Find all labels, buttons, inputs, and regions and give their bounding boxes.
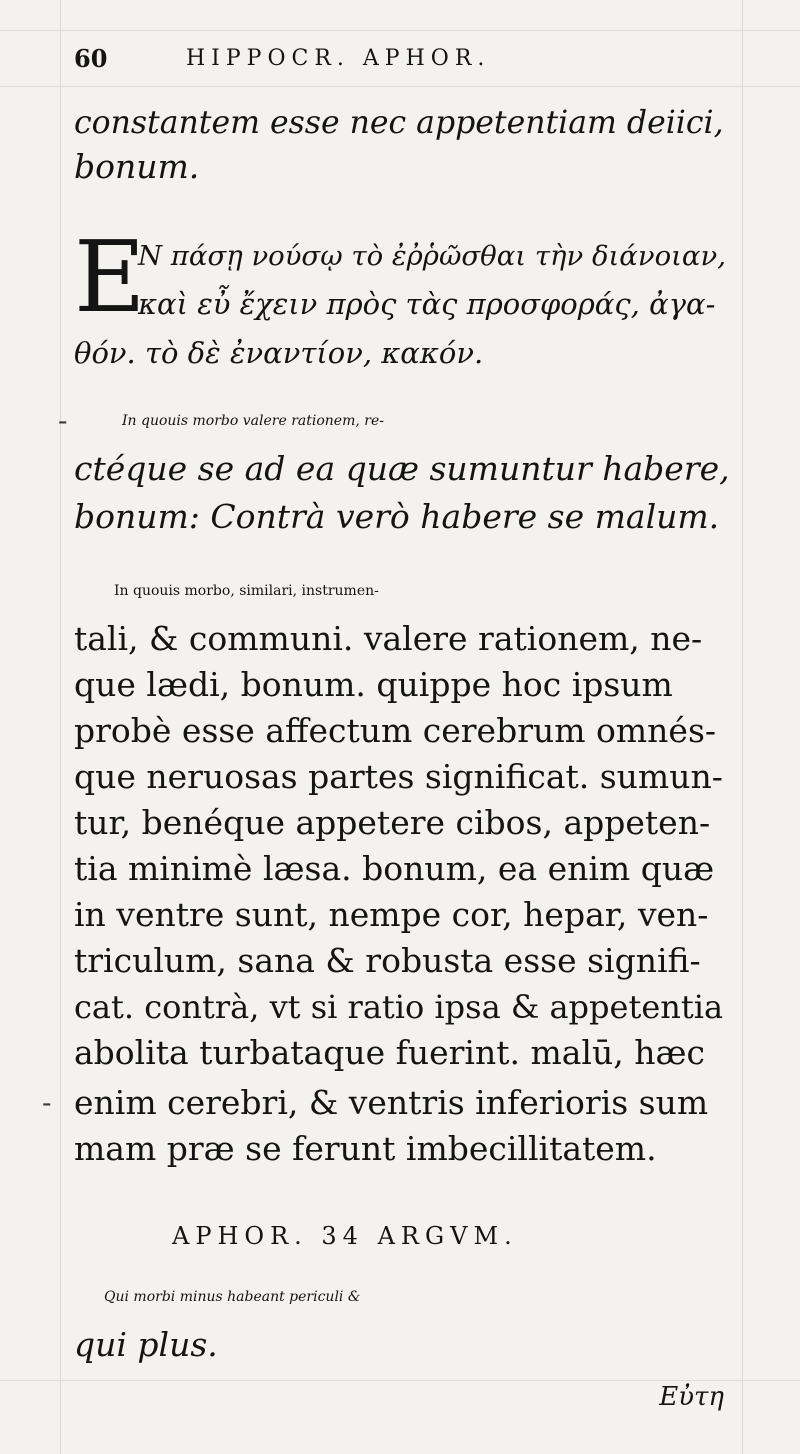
page-number: 60 xyxy=(74,44,108,73)
intro-line: bonum. xyxy=(74,147,200,186)
greek-line: N πάσῃ νούσῳ τὸ ἐῤῥῶσθαι τὴν διάνοιαν, xyxy=(138,240,726,272)
greek-line: θόν. τὸ δὲ ἐναντίον, κακόν. xyxy=(74,336,484,370)
paragraph2-line: tali, & communi. valere rationem, ne- xyxy=(74,619,703,658)
greek-line: καὶ εὖ ἔχειν πρὸς τὰς προσφοράς, ἀγα- xyxy=(138,287,716,321)
scan-rule xyxy=(0,30,800,31)
running-head: HIPPOCR. APHOR. xyxy=(186,46,491,71)
paragraph1-line: In quouis morbo valere rationem, re- xyxy=(122,413,384,429)
scan-rule xyxy=(0,86,800,87)
scan-rule xyxy=(0,1380,800,1381)
paragraph2-line: cat. contrà, vt si ratio ipsa & appetentia xyxy=(74,988,724,1026)
paragraph2-line: In quouis morbo, similari, instrumen- xyxy=(114,583,379,599)
argument-line: qui plus. xyxy=(74,1325,218,1364)
intro-line: constantem esse nec appetentiam deiici, xyxy=(74,105,724,141)
paragraph2-line: que lædi, bonum. quippe hoc ipsum xyxy=(74,665,673,704)
paragraph2-line: enim cerebri, & ventris inferioris sum xyxy=(74,1083,709,1122)
margin-mark: - xyxy=(42,1086,52,1119)
catchword: Εὐτη xyxy=(659,1382,724,1412)
drop-capital: E xyxy=(74,221,146,335)
paragraph2-line: probè esse affectum cerebrum omnés- xyxy=(74,711,717,750)
paragraph1-line: ctéque se ad ea quæ sumuntur habere, xyxy=(74,449,730,488)
margin-mark: - xyxy=(58,404,68,437)
paragraph2-line: tur, benéque appetere cibos, appeten- xyxy=(74,803,711,842)
paragraph2-line: in ventre sunt, nempe cor, hepar, ven- xyxy=(74,895,709,934)
paragraph1-line: bonum: Contrà verò habere se malum. xyxy=(74,497,720,536)
paragraph2-line: mam præ se ferunt imbecillitatem. xyxy=(74,1129,657,1168)
scan-rule xyxy=(742,0,743,1454)
paragraph2-line: tia minimè læsa. bonum, ea enim quæ xyxy=(74,849,715,888)
section-heading: APHOR. 34 ARGVM. xyxy=(172,1222,518,1250)
paragraph2-line: abolita turbataque fuerint. malū, hæc xyxy=(74,1033,705,1072)
paragraph2-line: triculum, sana & robusta esse signifi- xyxy=(74,941,701,980)
page-header xyxy=(74,44,720,78)
argument-line: Qui morbi minus habeant periculi & xyxy=(104,1289,361,1305)
scan-rule xyxy=(60,0,61,1454)
paragraph2-line: que neruosas partes significat. sumun- xyxy=(74,757,723,796)
